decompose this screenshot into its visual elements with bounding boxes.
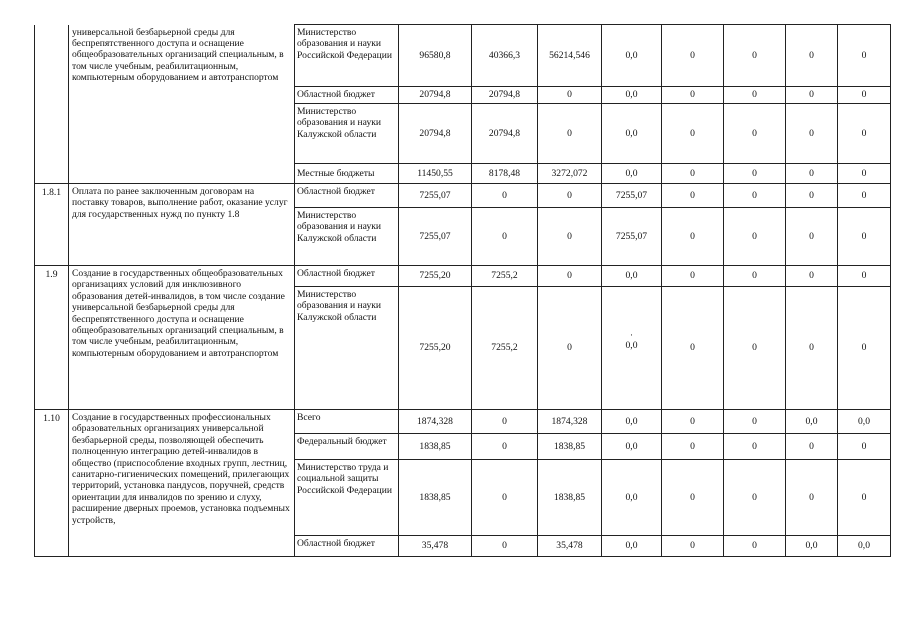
- table-cell: 0: [662, 410, 724, 434]
- table-cell: 0,0: [602, 434, 662, 460]
- table-cell: 0: [662, 164, 724, 184]
- table-cell: 0: [786, 208, 838, 266]
- table-cell: 7255,07: [399, 184, 472, 208]
- table-cell: 0: [662, 434, 724, 460]
- table-cell: 35,478: [538, 536, 602, 557]
- item-number: [35, 25, 69, 184]
- table-cell: 0: [538, 104, 602, 164]
- item-number: 1.10: [35, 410, 69, 557]
- table-cell: 11450,55: [399, 164, 472, 184]
- budget-table: [34, 24, 891, 557]
- item-description: универсальной безбарьерной среды для беспрепятственного доступа и оснащение общеобразовательных организаций специальным, в том числе учебным, реабилитационным, компьютерным оборудованием и автотранспортом: [69, 25, 295, 184]
- table-cell: 0,0: [838, 536, 891, 557]
- table-cell: 0: [662, 266, 724, 287]
- table-cell: 0: [838, 460, 891, 536]
- item-description: Создание в государственных общеобразовательных организациях условий для инклюзивного образования детей-инвалидов, в том числе создание универсальной безбарьерной среды для беспрепятственного доступа и оснащение общеобразовательных организаций специальным, в том числе учебным, реабилитационным, компьютерным оборудованием и автотранспортом: [69, 266, 295, 410]
- funding-source: Министерство образования и науки Калужской области: [295, 104, 399, 164]
- table-cell: 0: [662, 460, 724, 536]
- table-cell: 20794,8: [399, 87, 472, 104]
- table-cell: 0: [838, 87, 891, 104]
- table-cell: 1838,85: [538, 434, 602, 460]
- table-cell: 0: [472, 208, 538, 266]
- funding-source: Министерство образования и науки Российской Федерации: [295, 25, 399, 87]
- table-cell: 0: [538, 208, 602, 266]
- funding-source: Областной бюджет: [295, 87, 399, 104]
- table-cell: 7255,2: [472, 287, 538, 410]
- table-cell: 7255,07: [602, 208, 662, 266]
- table-cell: 0: [724, 25, 786, 87]
- table-cell: 0: [472, 434, 538, 460]
- table-cell: 0: [724, 536, 786, 557]
- table-cell: 0: [662, 104, 724, 164]
- table-cell: 20794,8: [472, 104, 538, 164]
- table-cell: 1874,328: [538, 410, 602, 434]
- table-cell: 0: [786, 266, 838, 287]
- table-cell: 0: [662, 87, 724, 104]
- table-cell: 0: [662, 184, 724, 208]
- table-cell: 0,0: [602, 410, 662, 434]
- funding-source: Министерство труда и социальной защиты Российской Федерации: [295, 460, 399, 536]
- table-cell: 0: [838, 184, 891, 208]
- table-cell: 0: [538, 266, 602, 287]
- item-description: Оплата по ранее заключенным договорам на поставку товаров, выполнение работ, оказание услуг для государственных нужд по пункту 1.8: [69, 184, 295, 266]
- table-cell: 1874,328: [399, 410, 472, 434]
- table-cell: 0,0: [838, 410, 891, 434]
- table-cell: 7255,07: [602, 184, 662, 208]
- item-number: 1.8.1: [35, 184, 69, 266]
- funding-source: Областной бюджет: [295, 536, 399, 557]
- table-cell: 1838,85: [399, 460, 472, 536]
- cell-value: 0,0: [625, 339, 638, 351]
- table-cell: 0: [838, 287, 891, 410]
- table-cell: 0: [472, 460, 538, 536]
- table-cell: 0: [724, 287, 786, 410]
- table-cell: 0: [724, 460, 786, 536]
- table-row: [35, 410, 891, 434]
- table-cell: 0: [786, 25, 838, 87]
- table-cell: 1838,85: [399, 434, 472, 460]
- table-cell: 0: [838, 164, 891, 184]
- table-cell: 0: [786, 287, 838, 410]
- table-cell: 0: [538, 87, 602, 104]
- table-cell: 40366,3: [472, 25, 538, 87]
- table-cell: 7255,20: [399, 287, 472, 410]
- table-cell: 20794,8: [399, 104, 472, 164]
- table-cell: 0: [838, 25, 891, 87]
- table-cell: 0: [838, 266, 891, 287]
- table-cell: 0: [786, 434, 838, 460]
- table-cell: 0,0: [602, 266, 662, 287]
- table-cell: 0: [662, 287, 724, 410]
- table-row: [35, 25, 891, 87]
- table-cell: 0: [786, 87, 838, 104]
- table-cell: 0: [662, 536, 724, 557]
- table-cell: 0: [472, 536, 538, 557]
- funding-source: Министерство образования и науки Калужской области: [295, 287, 399, 410]
- funding-source: Местные бюджеты: [295, 164, 399, 184]
- table-cell: 0: [662, 25, 724, 87]
- table-cell: [602, 287, 662, 410]
- table-cell: 7255,2: [472, 266, 538, 287]
- funding-source: Министерство образования и науки Калужской области: [295, 208, 399, 266]
- table-cell: 0: [838, 104, 891, 164]
- table-cell: 96580,8: [399, 25, 472, 87]
- funding-source: Федеральный бюджет: [295, 434, 399, 460]
- table-cell: 0: [724, 104, 786, 164]
- table-cell: 0: [724, 184, 786, 208]
- table-row: [35, 184, 891, 208]
- table-cell: 0: [662, 208, 724, 266]
- table-cell: 0,0: [602, 87, 662, 104]
- table-cell: 0,0: [602, 164, 662, 184]
- table-cell: 8178,48: [472, 164, 538, 184]
- table-cell: 0: [724, 87, 786, 104]
- item-number: 1.9: [35, 266, 69, 410]
- table-cell: 3272,072: [538, 164, 602, 184]
- table-cell: 0: [786, 164, 838, 184]
- table-cell: 1838,85: [538, 460, 602, 536]
- funding-source: Всего: [295, 410, 399, 434]
- table-cell: 0: [724, 266, 786, 287]
- table-cell: 0: [472, 184, 538, 208]
- table-cell: 20794,8: [472, 87, 538, 104]
- table-cell: 0: [786, 184, 838, 208]
- table-cell: 0: [724, 434, 786, 460]
- table-cell: 0,0: [786, 410, 838, 434]
- table-cell: 0,0: [602, 25, 662, 87]
- table-cell: 0: [838, 434, 891, 460]
- table-cell: 0: [724, 164, 786, 184]
- table-cell: 0,0: [602, 536, 662, 557]
- table-cell: 0,0: [602, 104, 662, 164]
- table-cell: 0: [786, 104, 838, 164]
- table-cell: 35,478: [399, 536, 472, 557]
- table-cell: 0: [724, 410, 786, 434]
- stray-mark: ·: [630, 329, 633, 340]
- funding-source: Областной бюджет: [295, 266, 399, 287]
- table-cell: 0,0: [602, 460, 662, 536]
- funding-source: Областной бюджет: [295, 184, 399, 208]
- table-cell: 0: [786, 460, 838, 536]
- table-cell: 0: [724, 208, 786, 266]
- table-cell: 7255,07: [399, 208, 472, 266]
- table-row: [35, 266, 891, 287]
- table-cell: 0: [838, 208, 891, 266]
- item-description: Создание в государственных профессиональных образовательных организациях универсальной безбарьерной среды, позволяющей обеспечить полноценную интеграцию детей-инвалидов в общество (приспособление входных групп, лестниц, санитарно-гигиенических помещений, прилегающих территорий, установка пандусов, поручней, средств ориентации для инвалидов по зрению и слуху, расширение дверных проемов, установка подъемных устройств,: [69, 410, 295, 557]
- table-cell: 0,0: [786, 536, 838, 557]
- table-cell: 7255,20: [399, 266, 472, 287]
- table-cell: 0: [538, 184, 602, 208]
- table-cell: 0: [472, 410, 538, 434]
- table-cell: 56214,546: [538, 25, 602, 87]
- table-cell: 0: [538, 287, 602, 410]
